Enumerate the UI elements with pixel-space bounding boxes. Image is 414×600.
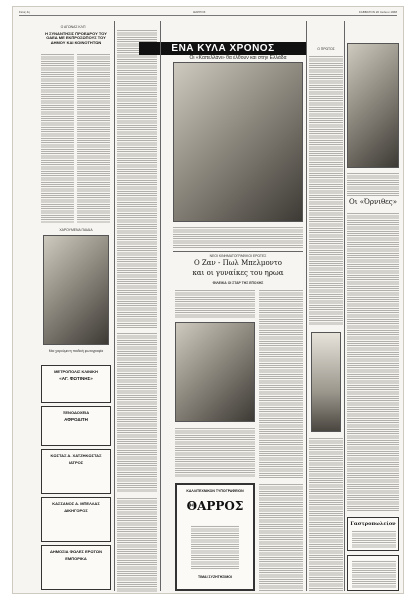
center-dek: ΦΙΛΕΙΚΑ ΟΙ ΣΤΑΡ ΤΗΣ ΕΠΟΧΗΣ xyxy=(212,281,264,285)
center-headline-1: Ο Ζαν - Πωλ Μπελμοντο xyxy=(193,259,283,267)
center-article-text-right xyxy=(259,289,303,479)
issue-date: ΣΑΒΒΑΤΟΝ 20 Ιουλίου 1968 xyxy=(358,10,397,14)
paper-name: ΘΑΡΡΟΣ xyxy=(193,10,206,14)
couple-photo-caption xyxy=(347,172,399,196)
main-photo-caption xyxy=(173,226,303,248)
center-headline-2: και οι γυναίκες του ηρωα xyxy=(192,269,284,277)
right-headline: Οι «Όρνιθες» xyxy=(349,198,397,206)
shop-ad: ΔΗΜΟΣΙΑ ΦΩΛΕΣ ΕΡΩΤΩΝ ΕΜΠΟΡΙΚΑ xyxy=(41,545,111,590)
header-rule xyxy=(19,15,397,16)
right-article-text-2 xyxy=(347,212,399,512)
belmondo-photo xyxy=(175,322,255,422)
gastro-ad: Γαστροπωλείον xyxy=(347,517,399,551)
center-article-text-bottom xyxy=(175,427,255,477)
center-kicker: ΝΕΟΙ ΚΙΝΗΜΑΤΟΓΡΑΦΙΚΟΙ ΕΡΩΤΕΣ xyxy=(209,254,267,258)
column-rule-3 xyxy=(306,21,307,591)
left-article-text-1 xyxy=(41,53,74,223)
couple-photo xyxy=(347,43,399,168)
listing-column-top xyxy=(117,29,157,329)
print-shop-ad: ΚΑΛΛΙΤΕΧΝΙΚΟΝ ΤΥΠΟΓΡΑΦΕΙΟΝ ΘΑΡΡΟΣ ΤΙΜΑΙ ΣΥΖΗΤΗΣΙΜΟΙ xyxy=(175,483,255,591)
column-rule-2 xyxy=(160,21,161,591)
listing-column-bottom xyxy=(117,497,157,592)
left-article-text-2 xyxy=(77,53,110,223)
child-photo xyxy=(43,235,109,345)
photo-caption-head: ΧΑΡΟΥΜΕΝΑ ΠΑΙΔΙΑ xyxy=(59,228,93,232)
hotel-ad: ΞΕΝΟΔΟΧΕΙΑ ΑΦΡΟΔΙΤΗ xyxy=(41,406,111,446)
page-number: Σελίς 4η xyxy=(19,10,30,14)
clinic-ad: ΜΕΤΡΟΠΟΛΙΣ ΚΛΙΝΙΚΗ «ΑΓ. ΦΩΤΙΝΗΣ» xyxy=(41,365,111,403)
column-rule-4 xyxy=(344,21,345,591)
lawyer-ad: ΚΑΣΣΑΝΟΣ Α. ΜΠΕΛΛΑΣ ΔΙΚΗΓΟΡΟΣ xyxy=(41,497,111,542)
bottom-right-ad xyxy=(347,555,399,591)
left-headline: Η ΣΥΝΑΝΤΗΣΙΣ ΠΡΟΕΔΡΟΥ ΤΟΥ ΟΑΕΔ ΜΕ ΕΚΠΡΟΣΩΠΟΥΣ ΤΟΥ ΔΗΜΟΥ ΚΑΙ ΚΟΙΝΟΤΗΤΩΝ xyxy=(45,31,107,45)
right-article-text-1 xyxy=(309,55,343,325)
right-article-text-3 xyxy=(309,437,343,592)
center-rule xyxy=(173,251,303,252)
photo-caption: Μια χαρούμενη παιδική φωτογραφία xyxy=(48,349,104,353)
main-photo xyxy=(173,62,303,222)
doctor-ad: ΚΩΣΤΑΣ Α. ΧΑΤΖΗΚΩΣΤΑΣ ΙΑΤΡΟΣ xyxy=(41,449,111,494)
right-section-label: Ο ΠΡΩΤΟΣ xyxy=(317,47,335,51)
banner-title: ΕΝΑ ΚΥΛΑ ΧΡΟΝΟΣ xyxy=(139,42,307,55)
center-article-text-top xyxy=(175,289,255,319)
listing-column-mid xyxy=(117,332,157,492)
center-bottom-text xyxy=(259,483,303,591)
column-rule-1 xyxy=(114,21,115,591)
newspaper-page xyxy=(12,6,404,594)
fashion-photo xyxy=(311,332,341,432)
left-section-label: Ο ΑΓΩΝΑΣ ΚΛΠ xyxy=(60,25,86,29)
banner-subtitle: Οι «Καπελλάνι» θα έλθουν και στην Ελλάδα xyxy=(189,55,287,61)
